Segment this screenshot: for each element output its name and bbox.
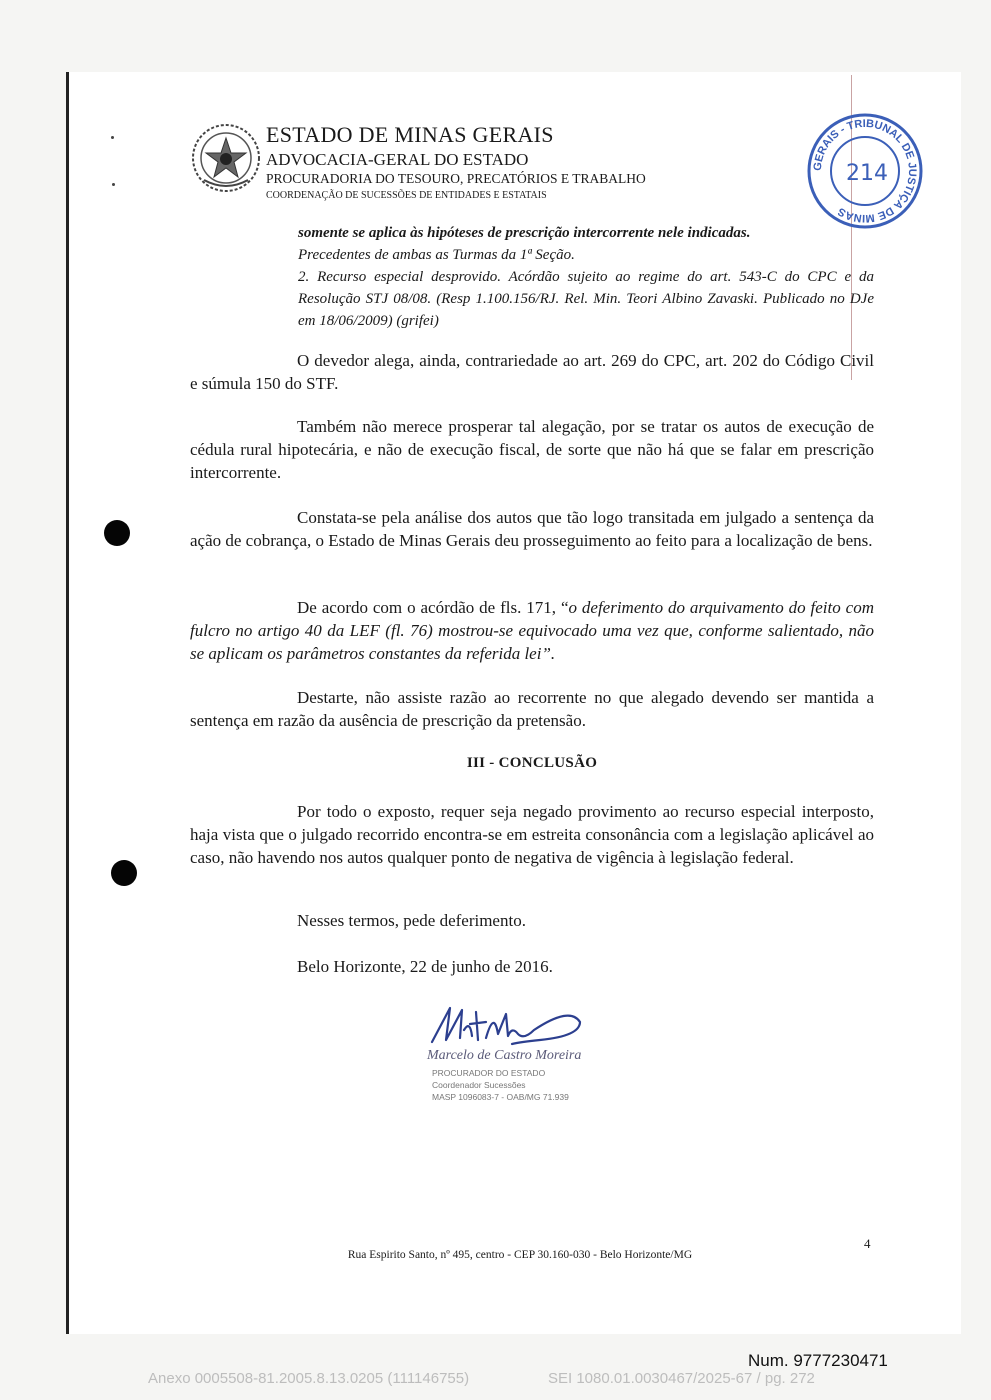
footer-address: Rua Espirito Santo, nº 495, centro - CEP 30.160-030 - Belo Horizonte/MG <box>347 1249 693 1261</box>
paragraph-5 <box>190 686 874 732</box>
agency-name: ADVOCACIA-GERAL DO ESTADO <box>266 150 529 169</box>
date-line: Belo Horizonte, 22 de junho de 2016. <box>297 957 553 976</box>
signatory-role: Coordenador Sucessões <box>432 1080 526 1090</box>
court-stamp <box>806 112 924 230</box>
sei-reference: SEI 1080.01.0030467/2025-67 / pg. 272 <box>548 1370 815 1387</box>
jurisprudence-quote <box>298 222 874 332</box>
department-name: PROCURADORIA DO TESOURO, PRECATÓRIOS E TRABALHO <box>266 171 646 186</box>
punch-hole-top <box>104 520 130 546</box>
speck <box>112 183 115 186</box>
quote-line-1: Precedentes de ambas as Turmas da 1ª Seção. <box>298 247 575 263</box>
letterhead-text <box>266 120 646 204</box>
section-title-conclusion: III - CONCLUSÃO <box>466 755 598 771</box>
paragraph-4 <box>190 596 874 665</box>
speck <box>111 136 114 139</box>
page-number: 4 <box>864 1236 871 1251</box>
paragraph-1-text: O devedor alega, ainda, contrariedade ao art. 269 do CPC, art. 202 do Código Civil e súmula 150 do STF. <box>190 351 874 393</box>
quote-bold-line: somente se aplica às hipóteses de prescrição intercorrente nele indicadas. <box>298 225 751 241</box>
annex-reference: Anexo 0005508-81.2005.8.13.0205 (111146755) <box>148 1370 470 1387</box>
signatory-name: Marcelo de Castro Moreira <box>427 1048 582 1063</box>
coordination-name: COORDENAÇÃO DE SUCESSÕES DE ENTIDADES E ESTATAIS <box>266 190 547 201</box>
signatory-title: PROCURADOR DO ESTADO <box>432 1068 546 1078</box>
paragraph-3 <box>190 506 874 552</box>
paragraph-6-text: Por todo o exposto, requer seja negado provimento ao recurso especial interposto, haja vista que o julgado recorrido encontra-se em estreita consonância com a legislação aplicável ao caso, não havendo nos autos qualquer ponto de negativa de vigência à legislação federal. <box>190 802 874 867</box>
letterhead <box>190 120 750 215</box>
paragraph-2-text: Também não merece prosperar tal alegação, por se tratar os autos de execução de cédula rural hipotecária, e não de execução fiscal, de sorte que não há que se falar em prescrição intercorrente. <box>190 417 874 482</box>
paragraph-2 <box>190 415 874 484</box>
seal-icon <box>806 112 924 230</box>
coat-of-arms-icon <box>190 122 262 194</box>
state-name: ESTADO DE MINAS GERAIS <box>266 122 554 147</box>
document-number: Num. 9777230471 <box>748 1351 888 1370</box>
paragraph-4-prefix: De acordo com o acórdão de fls. 171, “ <box>297 598 569 617</box>
paragraph-4-text <box>190 596 874 665</box>
paragraph-6 <box>190 800 874 869</box>
signatory-registration: MASP 1096083-7 - OAB/MG 71.939 <box>432 1092 569 1102</box>
quote-line-2: 2. Recurso especial desprovido. Acórdão sujeito ao regime do art. 543-C do CPC e da Resolução STJ 08/08. (Resp 1.100.156/RJ. Rel. Min. Teori Albino Zavaski. Publicado no DJe em 18/06/2009) (grifei) <box>298 269 874 329</box>
closing-formula: Nesses termos, pede deferimento. <box>297 911 526 930</box>
punch-hole-bottom <box>111 860 137 886</box>
paragraph-3-text: Constata-se pela análise dos autos que tão logo transitada em julgado a sentença da ação de cobrança, o Estado de Minas Gerais deu prosseguimento ao feito para a localização de bens. <box>190 508 874 550</box>
seal-handwritten-number: 214 <box>846 161 888 186</box>
paragraph-1 <box>190 349 874 395</box>
paragraph-5-text: Destarte, não assiste razão ao recorrente no que alegado devendo ser mantida a sentença em razão da ausência de prescrição da pretensão. <box>190 688 874 730</box>
seal-text: GERAIS - TRIBUNAL DE JUSTIÇA DE MINAS <box>811 117 919 225</box>
paragraph-4-quote: o deferimento do arquivamento do feito com fulcro no artigo 40 da LEF (fl. 76) mostrou-se equivocado uma vez que, conforme salientado, não se aplicam os parâmetros constantes da referida lei”. <box>190 598 874 663</box>
